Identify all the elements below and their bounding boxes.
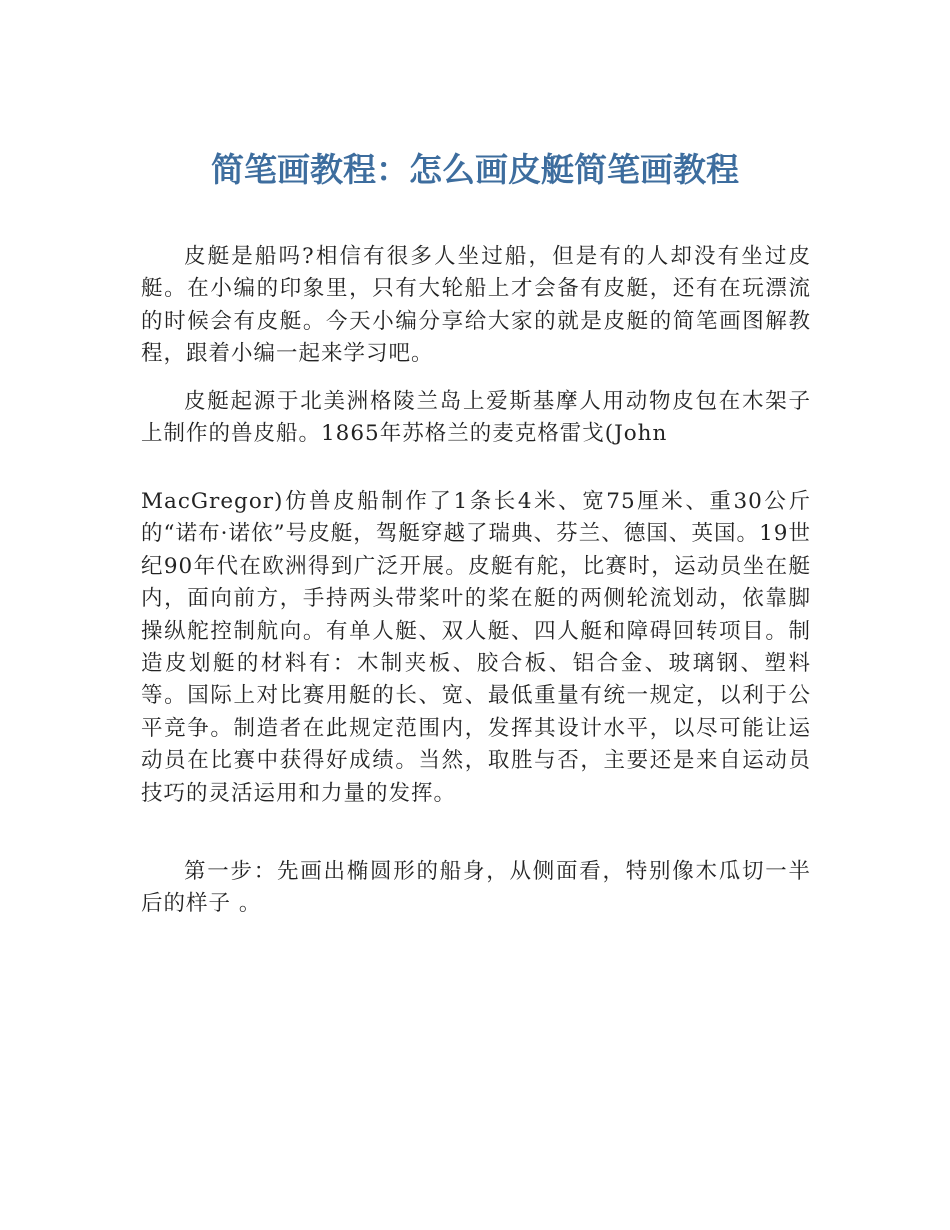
history-paragraph-part-2: MacGregor)仿兽皮船制作了1条长4米、宽75厘米、重30公斤的“诺布·诺依”号皮艇，驾艇穿越了瑞典、芬兰、德国、英国。19世纪90年代在欧洲得到广泛开展。皮艇有舵，比赛时，运动员坐在艇内，面向前方，手持两头带桨叶的桨在艇的两侧轮流划动，依靠脚操纵舵控制航向。有单人艇、双人艇、四人艇和障碍回转项目。制造皮划艇的材料有：木制夹板、胶合板、铝合金、玻璃钢、塑料等。国际上对比赛用艇的长、宽、最低重量有统一规定，以利于公平竞争。制造者在此规定范围内，发挥其设计水平，以尽可能让运动员在比赛中获得好成绩。当然，取胜与否，主要还是来自运动员技巧的灵活运用和力量的发挥。: [141, 489, 811, 806]
history-paragraph-part-1: 皮艇起源于北美洲格陵兰岛上爱斯基摩人用动物皮包在木架子上制作的兽皮船。1865年苏格兰的麦克格雷戈(John: [141, 389, 811, 447]
step-1-paragraph: 第一步：先画出椭圆形的船身，从侧面看，特别像木瓜切一半后的样子 。: [141, 859, 811, 917]
intro-paragraph: 皮艇是船吗?相信有很多人坐过船，但是有的人却没有坐过皮艇。在小编的印象里，只有大轮船上才会备有皮艇，还有在玩漂流的时候会有皮艇。今天小编分享给大家的就是皮艇的简笔画图解教程，跟着小编一起来学习吧。: [141, 244, 811, 367]
page-title: 简笔画教程：怎么画皮艇简笔画教程: [211, 150, 739, 189]
